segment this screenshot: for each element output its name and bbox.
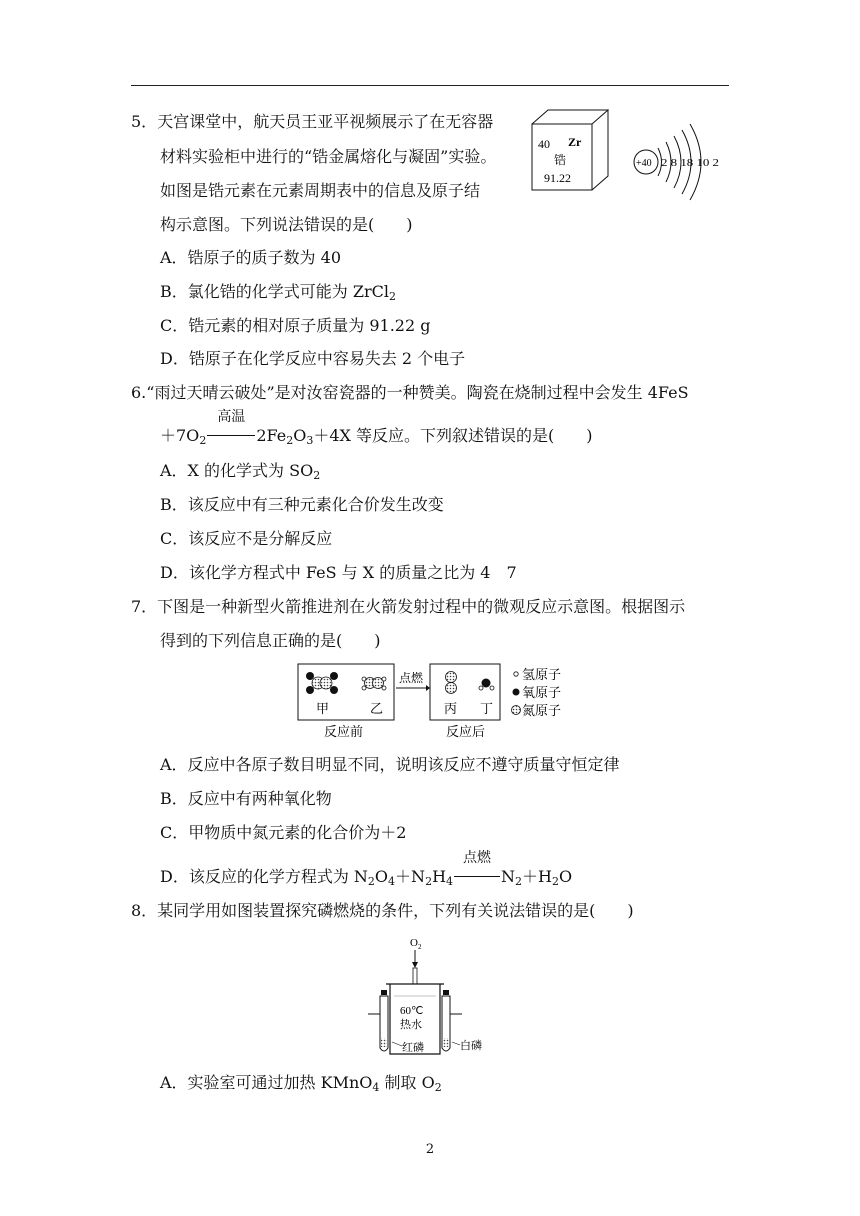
q7-option-d: D．该反应的化学方程式为 $N_2O_4+N_2H_4$ 点燃 $N_2+H_2O$ xyxy=(160,850,573,888)
q7-line-2: 得到的下列信息正确的是( ) xyxy=(160,631,381,650)
molecule-bing xyxy=(446,672,457,694)
q7-reaction-condition: 点燃 xyxy=(454,867,500,887)
legend-oxygen: 氧原子 xyxy=(522,685,562,700)
q8-line-1: 8．某同学用如图装置探究磷燃烧的条件，下列有关说法错误的是( ) xyxy=(131,901,634,920)
legend-hydrogen-icon xyxy=(514,672,518,676)
q7-option-a: A．反应中各原子数目明显不同，说明该反应不遵守质量守恒定律 xyxy=(160,755,620,774)
atom-shell-electrons: 2 8 18 10 2 xyxy=(661,158,719,169)
q6-option-d: D．该化学方程式中 FeS 与 X 的质量之比为 4 7 xyxy=(160,563,517,582)
label-bing: 丙 xyxy=(444,701,458,716)
q5-option-c: C．锆元素的相对原子质量为 91.22 g xyxy=(160,316,431,335)
q5-line-3: 如图是锆元素在元素周期表中的信息及原子结 xyxy=(160,181,481,200)
legend-nitrogen-icon xyxy=(512,706,521,715)
q6-line-1: 6.“雨过天晴云破处”是对汝窑瓷器的一种赞美。陶瓷在烧制过程中会发生 4FeS xyxy=(131,383,689,402)
q6-option-b: B．该反应中有三种元素化合价发生改变 xyxy=(160,495,444,514)
gas-inlet-arrow-icon xyxy=(412,962,418,968)
molecule-jia xyxy=(306,672,338,694)
molecule-yi xyxy=(362,677,386,690)
atom-nucleus: +40 xyxy=(636,158,652,169)
q5-line-2: 材料实验柜中进行的“锆金属熔化与凝固”实验。 xyxy=(160,147,497,166)
arrow-label: 点燃 xyxy=(399,671,424,685)
right-test-tube xyxy=(442,990,462,1051)
water-label: 热水 xyxy=(400,1019,422,1031)
reaction-arrow-icon xyxy=(426,685,430,691)
legend-hydrogen: 氢原子 xyxy=(522,667,562,682)
label-jia: 甲 xyxy=(316,701,330,716)
legend-oxygen-icon xyxy=(513,689,520,696)
header-rule xyxy=(131,85,729,86)
zirconium-figure xyxy=(528,104,728,204)
white-phosphorus-label: 白磷 xyxy=(460,1040,482,1052)
q7-line-1: 7．下图是一种新型火箭推进剂在火箭发射过程中的微观反应示意图。根据图示 xyxy=(131,597,686,616)
element-number: 40 xyxy=(538,137,550,151)
red-phosphorus-label: 红磷 xyxy=(402,1042,424,1054)
q5-line-4: 构示意图。下列说法错误的是( ) xyxy=(160,215,413,234)
q5-line-1: 5．天宫课堂中，航天员王亚平视频展示了在无容器 xyxy=(131,112,494,131)
q5-option-b: B．氯化锆的化学式可能为 ZrCl$_2$ xyxy=(160,282,396,303)
legend xyxy=(512,667,562,718)
q8-apparatus-diagram xyxy=(362,934,492,1058)
element-mass: 91.22 xyxy=(544,171,571,185)
q7-option-c: C．甲物质中氮元素的化合价为＋2 xyxy=(160,823,407,842)
gas-label: $O_2$ xyxy=(410,937,422,951)
q6-equation-line: $+7O_2$ 高温 $2Fe_2O_3+4X$ 等反应。下列叙述错误的是( ) xyxy=(160,409,593,447)
label-after: 反应后 xyxy=(446,724,486,739)
q6-option-c: C．该反应不是分解反应 xyxy=(160,529,333,548)
left-test-tube xyxy=(368,990,388,1051)
q7-reaction-diagram xyxy=(296,660,578,740)
page-number: 2 xyxy=(425,1142,435,1157)
q8-option-a: A．实验室可通过加热 KMnO$_4$ 制取 $O_2$ xyxy=(160,1073,442,1094)
q6-reaction-condition: 高温 xyxy=(207,426,255,446)
molecule-ding xyxy=(479,679,494,691)
temp-label: 60℃ xyxy=(400,1005,424,1017)
label-yi: 乙 xyxy=(370,701,384,716)
q5-option-a: A．锆原子的质子数为 40 xyxy=(160,248,342,267)
atom-structure xyxy=(634,124,719,200)
q5-option-d: D．锆原子在化学反应中容易失去 2 个电子 xyxy=(160,349,466,368)
element-symbol: Zr xyxy=(568,135,582,149)
label-before: 反应前 xyxy=(324,724,364,739)
q6-option-a: A．X 的化学式为 $SO_2$ xyxy=(160,461,321,482)
label-ding: 丁 xyxy=(480,701,494,716)
element-name: 锆 xyxy=(554,153,567,167)
q7-option-b: B．反应中有两种氧化物 xyxy=(160,789,332,808)
legend-nitrogen: 氮原子 xyxy=(522,703,562,718)
